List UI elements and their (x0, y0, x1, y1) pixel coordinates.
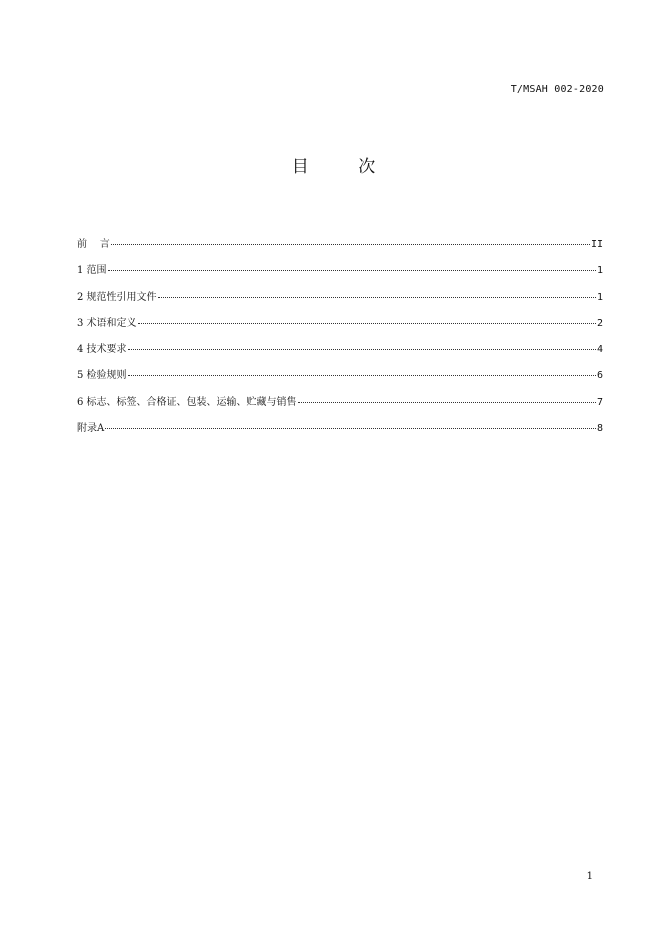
toc-title: 目 次 (291, 157, 398, 177)
toc-entry-page: 1 (596, 265, 603, 277)
toc-leader (138, 323, 596, 324)
toc-entry-label: 附录A (77, 423, 105, 435)
toc-leader (158, 297, 596, 298)
toc-entry-terms-definitions[interactable] (77, 317, 603, 343)
toc-entry-label: 2 规范性引用文件 (77, 291, 157, 303)
toc-leader (128, 349, 596, 350)
toc-entry-foreword[interactable] (77, 238, 603, 264)
toc-leader (128, 375, 596, 376)
toc-leader (108, 270, 596, 271)
toc-leader (298, 402, 596, 403)
toc-entry-label: 1 范围 (77, 265, 107, 277)
toc-leader (111, 244, 590, 245)
toc-entry-label: 前 言 (77, 239, 110, 250)
toc-entry-label: 6 标志、标签、合格证、包装、运输、贮藏与销售 (77, 396, 297, 408)
toc-entry-page: 8 (596, 423, 603, 435)
page-number: 1 (586, 871, 593, 882)
toc-entry-page: 6 (596, 370, 603, 382)
toc-entry-page: 4 (596, 344, 603, 356)
toc-entry-marking-packaging[interactable] (77, 396, 603, 422)
document-code: T/MSAH 002-2020 (510, 84, 604, 95)
toc-entry-label: 5 检验规则 (77, 370, 127, 382)
toc-entry-label: 3 术语和定义 (77, 317, 137, 329)
toc-entry-appendix-a[interactable] (77, 422, 603, 448)
toc-entry-label: 4 技术要求 (77, 344, 127, 356)
toc-entry-inspection-rules[interactable] (77, 369, 603, 395)
toc-entry-scope[interactable] (77, 264, 603, 290)
toc-entry-normative-references[interactable] (77, 291, 603, 317)
toc-entry-page: 2 (596, 317, 603, 329)
toc-entry-page: 7 (596, 396, 603, 408)
toc-entry-page: II (590, 239, 603, 250)
toc-entry-technical-requirements[interactable] (77, 343, 603, 369)
toc-entry-page: 1 (596, 291, 603, 303)
toc-leader (105, 428, 596, 429)
table-of-contents (77, 238, 603, 448)
